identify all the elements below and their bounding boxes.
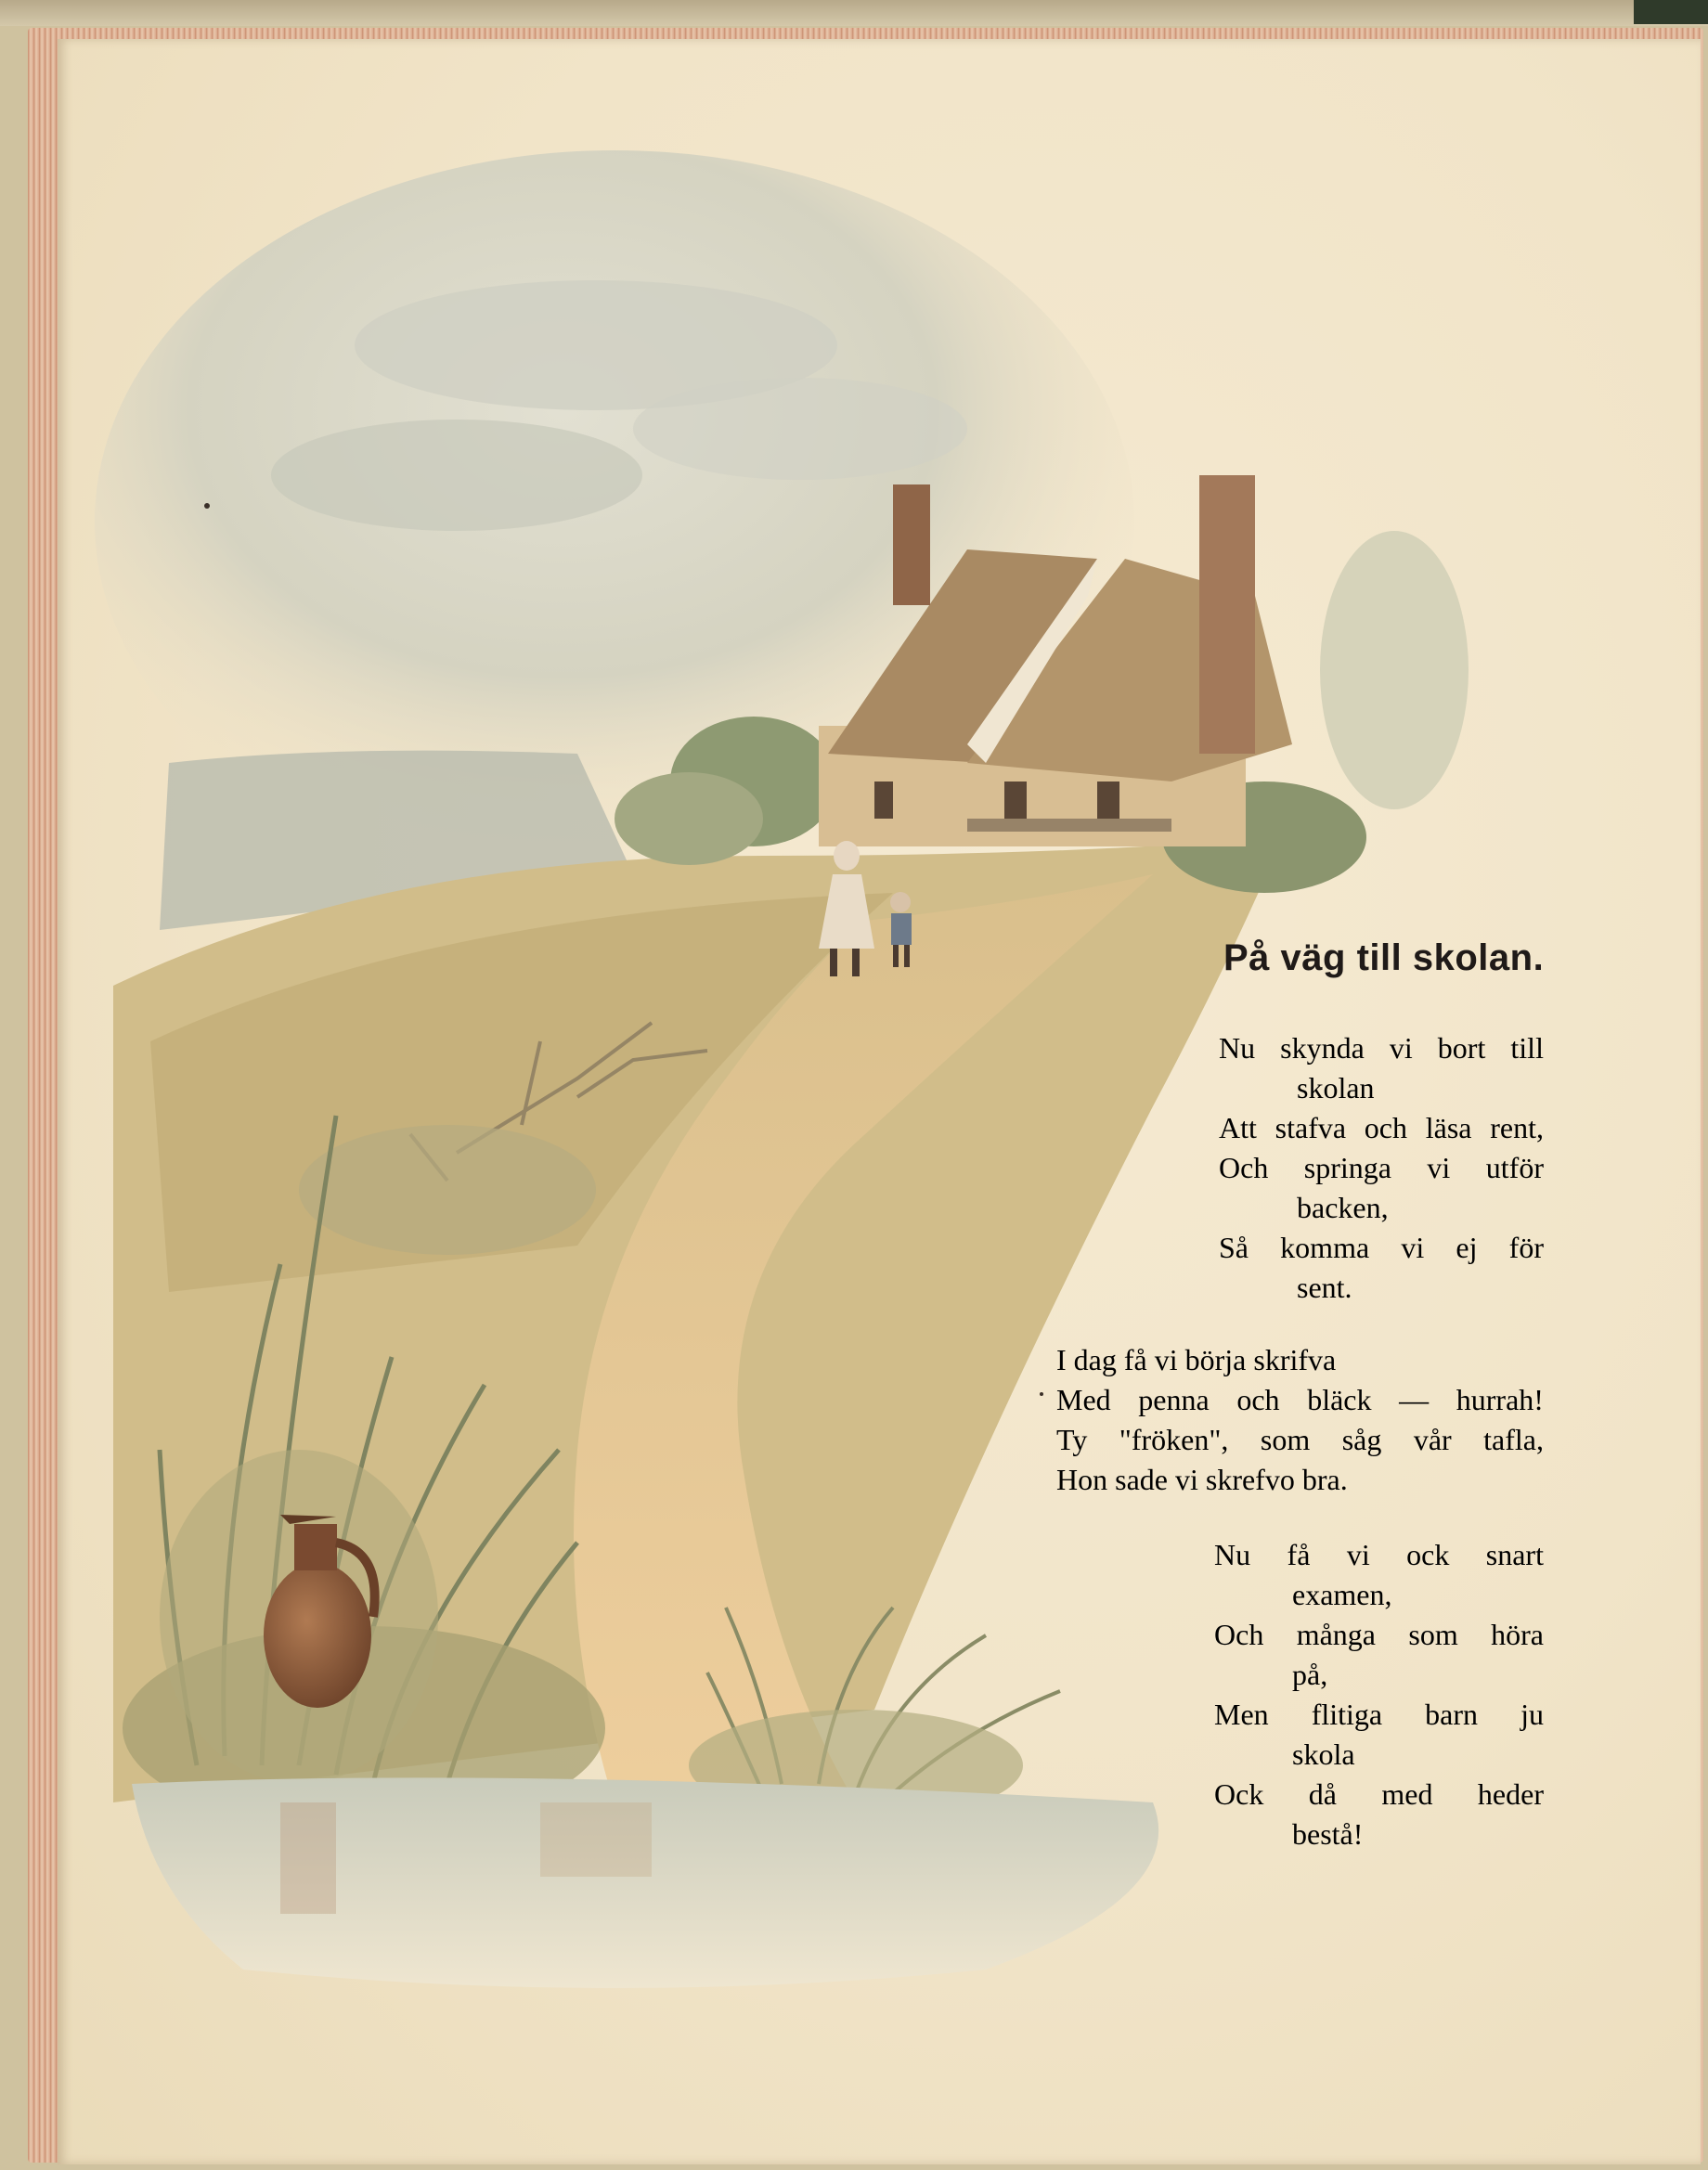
poem-line: Nu få vi ock snart <box>1214 1538 1544 1571</box>
poem-line: Nu skynda vi bort till <box>1219 1031 1544 1065</box>
stanza-3 <box>1214 1535 1544 1854</box>
poem-line: skolan <box>1297 1071 1375 1104</box>
stanza-1 <box>1219 1028 1544 1308</box>
poem-line: Ty "fröken", som såg vår tafla, <box>1056 1423 1544 1456</box>
poem-line: examen, <box>1292 1578 1392 1611</box>
poem-title: På väg till skolan. <box>1223 937 1545 978</box>
poem-line: sent. <box>1297 1271 1352 1304</box>
poem-line: Och springa vi utför <box>1219 1151 1544 1184</box>
ink-dot <box>1040 1392 1043 1396</box>
cover-cloth-corner <box>1634 0 1708 24</box>
cover-edge <box>0 0 1708 26</box>
poem-line: bestå! <box>1292 1817 1364 1851</box>
poem-line: Hon sade vi skrefvo bra. <box>1056 1463 1348 1496</box>
stanza-2 <box>1056 1340 1544 1500</box>
poem-line: Med penna och bläck — hurrah! <box>1056 1383 1544 1416</box>
poem-line: backen, <box>1297 1191 1389 1224</box>
poem-line: skola <box>1292 1737 1355 1771</box>
poem-line: Men flitiga barn ju <box>1214 1698 1544 1731</box>
poem-line: I dag få vi börja skrifva <box>1056 1343 1337 1376</box>
poem-line: Och många som höra <box>1214 1618 1544 1651</box>
poem-line: på, <box>1292 1658 1328 1691</box>
poem-line: Så komma vi ej för <box>1219 1231 1544 1264</box>
poem-line: Ock då med heder <box>1214 1777 1544 1811</box>
poem-line: Att stafva och läsa rent, <box>1219 1111 1544 1144</box>
ink-dot <box>204 503 210 509</box>
